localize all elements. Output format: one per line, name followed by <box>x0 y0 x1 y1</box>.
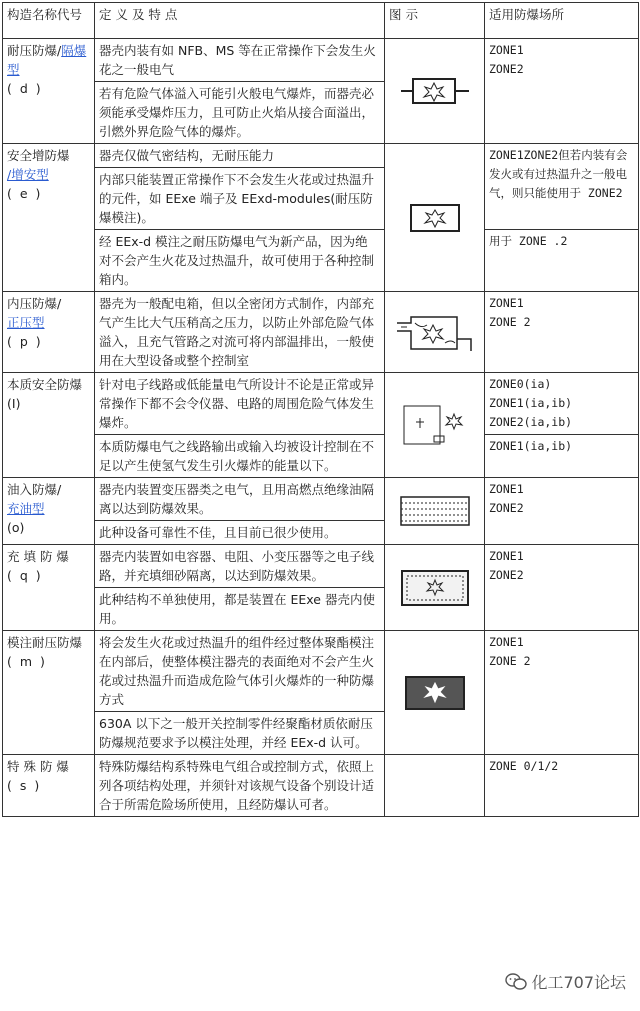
definition-cell: 器壳内装有如 NFB、MS 等在正常操作下会发生火花之一般电气 <box>95 39 385 82</box>
figure-cell <box>385 545 485 631</box>
zones-cell: ZONE1 ZONE 2 <box>485 292 639 373</box>
table-row <box>3 478 639 521</box>
zones-cell: ZONE1ZONE2但若内装有会发火或有过热温升之一般电气，则只能使用于 ZONE2 <box>485 144 639 230</box>
definition-cell: 器壳仅做气密结构，无耐压能力 <box>95 144 385 168</box>
zones-cell: ZONE1 ZONE2 <box>485 478 639 545</box>
zones-cell: 用于 ZONE .2 <box>485 230 639 292</box>
header-row <box>3 3 639 39</box>
header-type: 构造名称代号 <box>3 3 95 39</box>
table-row <box>3 373 639 435</box>
figure-cell <box>385 478 485 545</box>
type-cell: 内压防爆/ 正压型 ( p ) <box>3 292 95 373</box>
definition-cell: 630A 以下之一般开关控制零件经聚酯材质依耐压防爆规范要求予以模注处理，并经 EEx-d 认可。 <box>95 712 385 755</box>
table-row <box>3 292 639 373</box>
explosion-proof-table <box>2 2 639 817</box>
table-row <box>3 39 639 82</box>
type-cell: 充 填 防 爆 ( q ) <box>3 545 95 631</box>
definition-cell: 器壳为一般配电箱，但以全密闭方式制作，内部充气产生比大气压稍高之压力，以防止外部危险气体溢入，且充气管路之对流可将内部温排出，一般使用在大型设备或整个控制室 <box>95 292 385 373</box>
definition-cell: 针对电子线路或低能量电气所设计不论是正常或异常操作下都不会令仪器、电路的周围危险气体发生爆炸。 <box>95 373 385 435</box>
table-row <box>3 631 639 712</box>
definition-cell: 此种结构不单独使用，都是装置在 EExe 器壳内使用。 <box>95 588 385 631</box>
oil-immersion-diagram <box>398 494 472 528</box>
figure-cell <box>385 631 485 755</box>
definition-cell: 器壳内装置变压器类之电气，且用高燃点绝缘油隔离以达到防爆效果。 <box>95 478 385 521</box>
figure-cell <box>385 373 485 478</box>
zones-cell: ZONE1(ia,ib) <box>485 435 639 478</box>
figure-cell <box>385 144 485 292</box>
definition-cell: 器壳内装置如电容器、电阻、小变压器等之电子线路，并充填细砂隔离，以达到防爆效果。 <box>95 545 385 588</box>
type-cell: 安全增防爆 /增安型 ( e ) <box>3 144 95 292</box>
intrinsic-safety-diagram <box>400 400 470 450</box>
table-row <box>3 755 639 817</box>
definition-cell: 若有危险气体溢入可能引火般电气爆炸，而器壳必须能承受爆炸压力，且可防止火焰从接合面溢出，引燃外界危险气体的爆炸。 <box>95 82 385 144</box>
increased-safety-diagram <box>407 201 463 235</box>
flameproof-diagram <box>399 73 471 109</box>
powder-filling-diagram <box>399 568 471 608</box>
zones-cell: ZONE1 ZONE 2 <box>485 631 639 755</box>
definition-cell: 本质防爆电气之线路输出或输入均被设计控制在不足以产生使氢气发生引火爆炸的能量以下。 <box>95 435 385 478</box>
definition-cell: 内部只能装置正常操作下不会发生火花或过热温升的元件，如 EExe 端子及 EExd-modules(耐压防爆模注)。 <box>95 168 385 230</box>
zones-cell: ZONE1 ZONE2 <box>485 39 639 144</box>
definition-cell: 特殊防爆结构系特殊电气组合或控制方式，依照上列各项结构处理，并须针对该规气设备个别设计适合于所需危险场所使用，且经防爆认可者。 <box>95 755 385 817</box>
type-cell: 模注耐压防爆 ( m ) <box>3 631 95 755</box>
definition-cell: 此种设备可靠性不佳，且目前已很少使用。 <box>95 521 385 545</box>
figure-cell <box>385 755 485 817</box>
header-figure: 图 示 <box>385 3 485 39</box>
encapsulation-diagram <box>403 674 467 712</box>
zones-cell: ZONE 0/1/2 <box>485 755 639 817</box>
pressurized-diagram <box>395 309 475 355</box>
watermark-text: 化工707论坛 <box>531 973 626 992</box>
table-row <box>3 435 639 478</box>
definition-cell: 将会发生火花或过热温升的组件经过整体聚酯模注在内部后，使整体模注器壳的表面绝对不会产生火花或过热温升而造成危险气体引火爆炸的一种防爆方式 <box>95 631 385 712</box>
watermark <box>501 970 630 993</box>
type-cell: 耐压防爆/隔爆型 ( d ) <box>3 39 95 144</box>
table-row <box>3 230 639 292</box>
header-zones: 适用防爆场所 <box>485 3 639 39</box>
wechat-icon <box>505 973 527 991</box>
type-cell: 油入防爆/ 充油型 (o) <box>3 478 95 545</box>
header-definition: 定 义 及 特 点 <box>95 3 385 39</box>
table-row <box>3 545 639 588</box>
figure-cell <box>385 39 485 144</box>
type-cell: 本质安全防爆(I) <box>3 373 95 478</box>
table-row <box>3 144 639 168</box>
zones-cell: ZONE0(ia) ZONE1(ia,ib) ZONE2(ia,ib) <box>485 373 639 435</box>
type-cell: 特 殊 防 爆 ( s ) <box>3 755 95 817</box>
figure-cell <box>385 292 485 373</box>
zones-cell: ZONE1 ZONE2 <box>485 545 639 631</box>
definition-cell: 经 EEx-d 模注之耐压防爆电气为新产品，因为绝对不会产生火花及过热温升，故可使用于各种控制箱内。 <box>95 230 385 292</box>
